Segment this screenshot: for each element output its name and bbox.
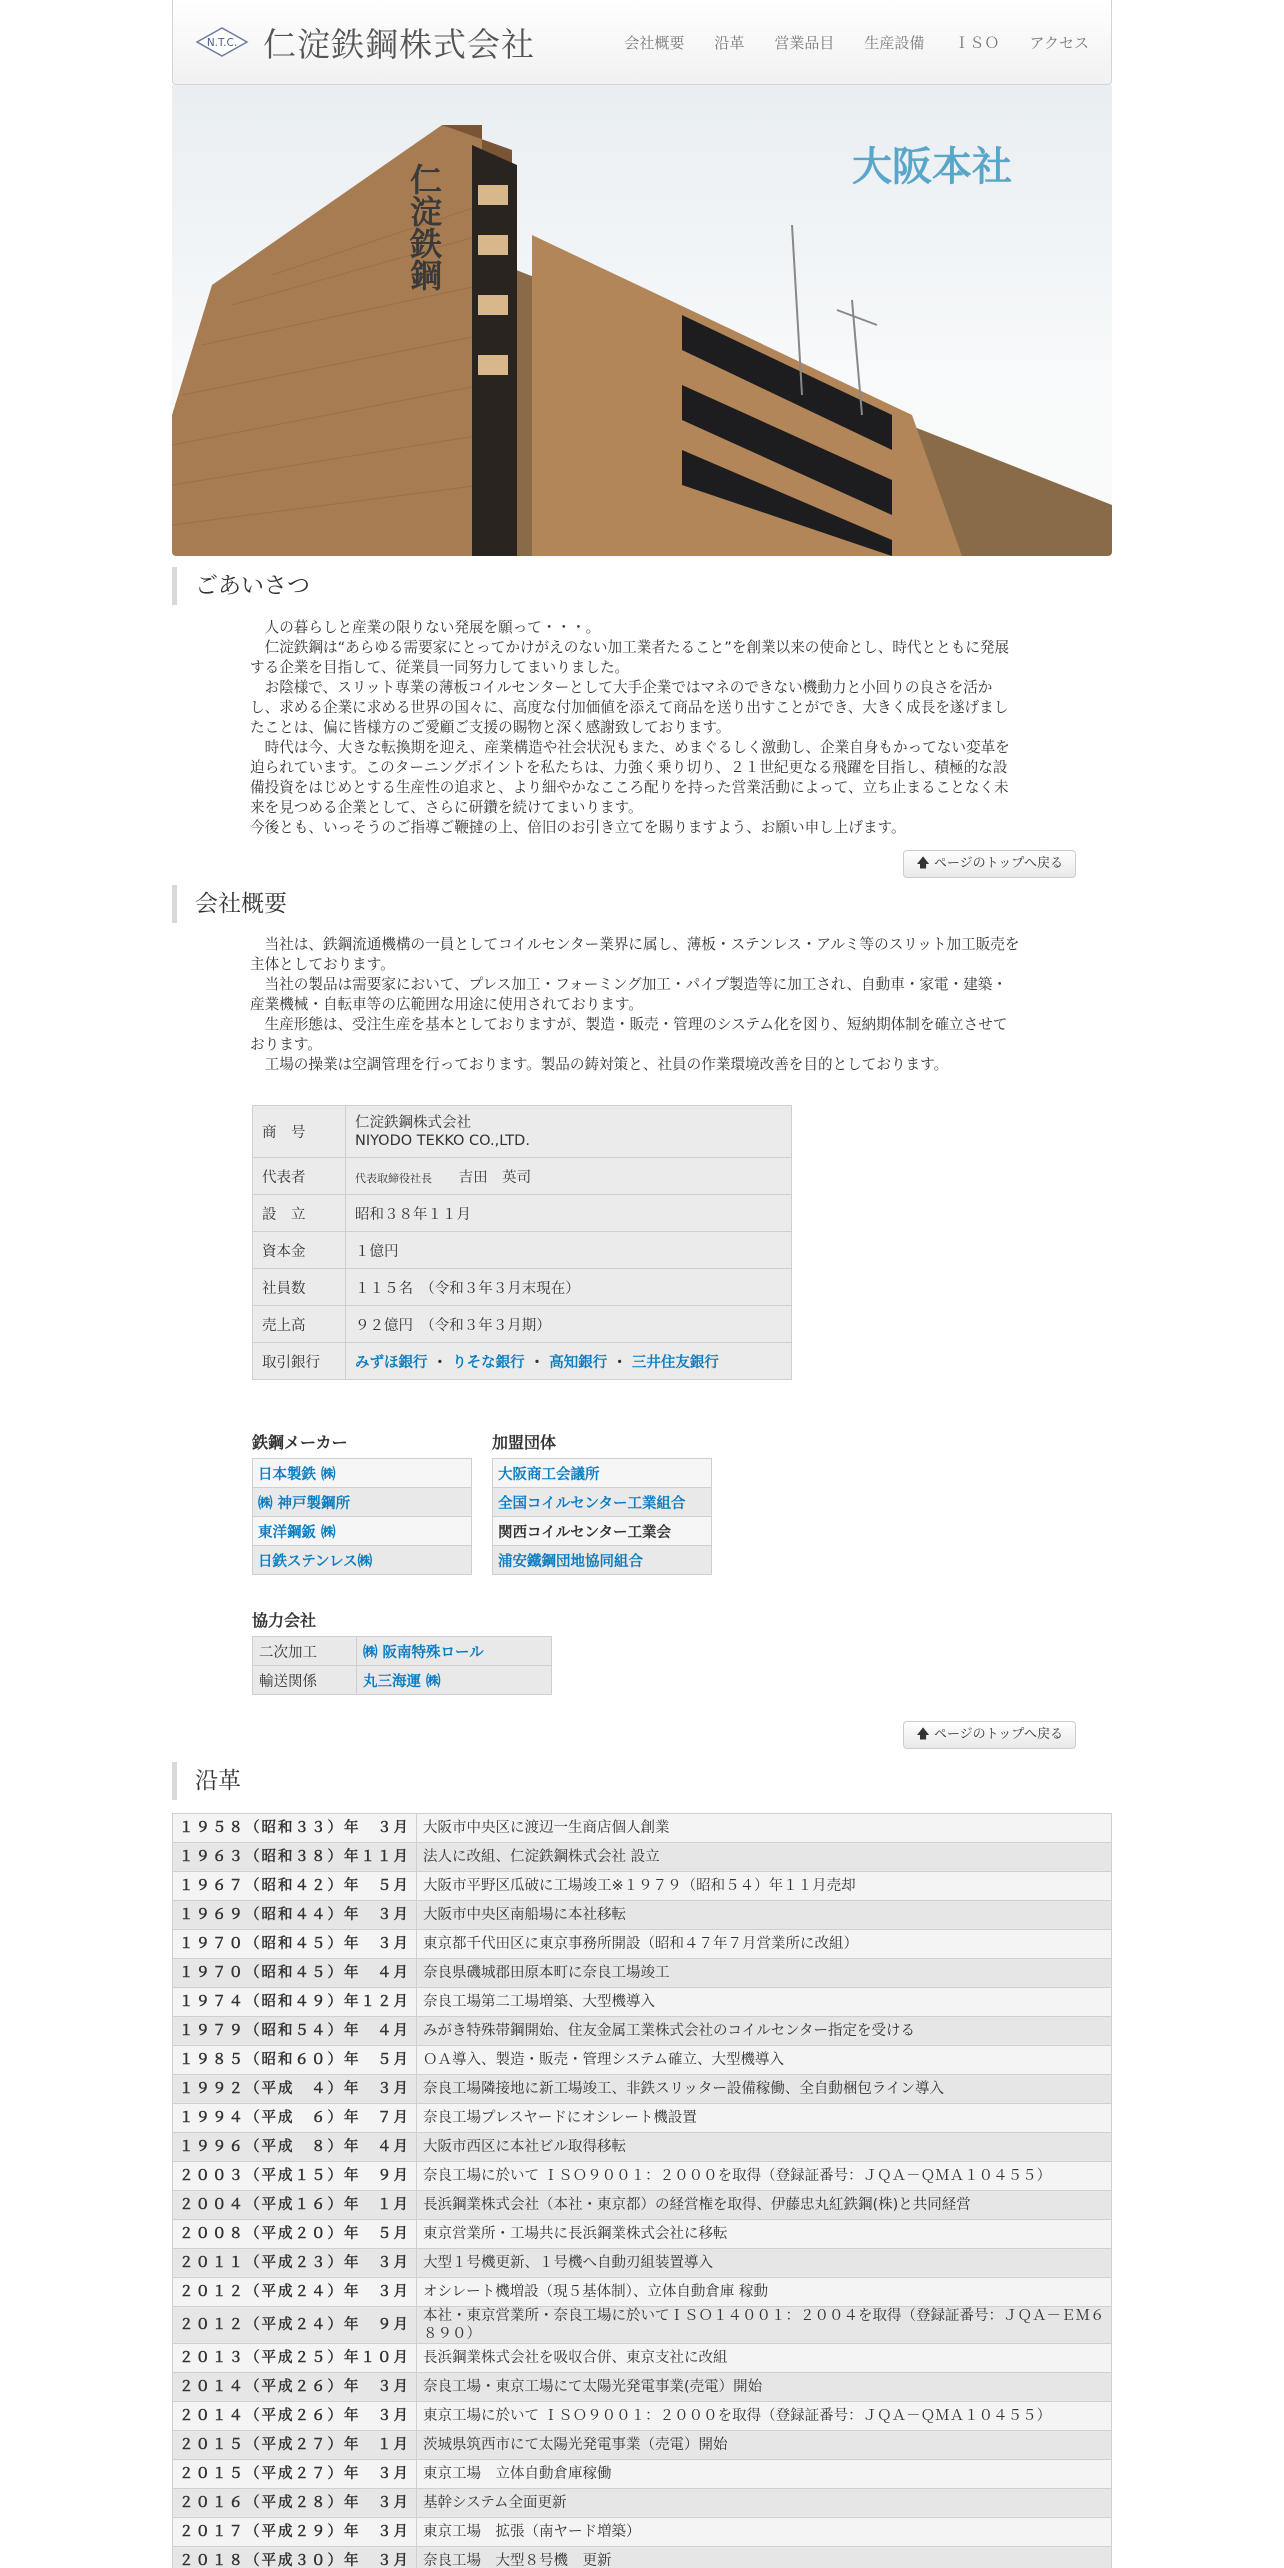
history-row (173, 2518, 1112, 2547)
nav-item-products[interactable]: 営業品目 (774, 33, 835, 52)
history-event: ＯＡ導入、製造・販売・管理システム確立、大型機導入 (417, 2046, 1112, 2075)
company-title[interactable]: 仁淀鉄鋼株式会社 (263, 24, 535, 64)
brand[interactable] (195, 19, 535, 66)
back-to-top-row (172, 850, 1112, 878)
maker-link[interactable]: 東洋鋼鈑 ㈱ (258, 1524, 336, 1541)
associations-title: 加盟団体 (492, 1433, 557, 1452)
info-row-employees (253, 1269, 792, 1306)
history-row (173, 2104, 1112, 2133)
greeting-paragraph: 人の暮らしと産業の限りない発展を願って・・・。 (250, 619, 601, 636)
maker-link[interactable]: ㈱ 神戸製鋼所 (258, 1495, 351, 1512)
nav-item-equipment[interactable]: 生産設備 (864, 33, 925, 52)
history-date: ２０１８（平成３０）年 ３月 (173, 2547, 417, 2568)
history-event: 基幹システム全面更新 (417, 2489, 1112, 2518)
info-key: 設 立 (253, 1195, 346, 1232)
nav-item-access[interactable]: アクセス (1029, 33, 1089, 52)
greeting-paragraph: 今後とも、いっそうのご指導ご鞭撻の上、倍旧のお引き立てを賜りますよう、お願い申し上げます。 (250, 819, 906, 836)
makers-list (252, 1458, 472, 1575)
info-value: １億円 (346, 1232, 792, 1269)
list-item (493, 1546, 712, 1575)
info-key: 取引銀行 (253, 1343, 346, 1380)
history-event: オシレート機増設（現５基体制）、立体自動倉庫 稼動 (417, 2278, 1112, 2307)
history-event: 東京都千代田区に東京事務所開設（昭和４７年７月営業所に改組） (417, 1930, 1112, 1959)
history-row (173, 2075, 1112, 2104)
history-date: １９８５（昭和６０）年 ５月 (173, 2046, 417, 2075)
list-item (253, 1517, 472, 1546)
list-item (493, 1459, 712, 1488)
info-value (346, 1343, 792, 1380)
history-heading: 沿革 (172, 1762, 1112, 1800)
history-date: ２０１５（平成２７）年 １月 (173, 2431, 417, 2460)
history-row (173, 1901, 1112, 1930)
info-value: 昭和３８年１１月 (346, 1195, 792, 1232)
history-row (173, 1959, 1112, 1988)
makers-block (252, 1428, 472, 1575)
history-date: ２００８（平成２０）年 ５月 (173, 2220, 417, 2249)
info-row-established (253, 1195, 792, 1232)
history-event: 大阪市平野区瓜破に工場竣工※１９７９（昭和５４）年１１月売却 (417, 1872, 1112, 1901)
history-event: 奈良工場第二工場増築、大型機導入 (417, 1988, 1112, 2017)
history-row (173, 2402, 1112, 2431)
greeting-paragraph: お陰様で、スリット専業の薄板コイルセンターとして大手企業ではマネのできない機動力と小回りの良さを活かし、求める企業に求める世界の国々に、高度な付加価値を添えて商品を送り出すことができ、大きく成長を遂げましたことは、偏に皆様方のご愛顧ご支援の賜物と深く感謝致しております。 (250, 679, 1009, 736)
info-key: 社員数 (253, 1269, 346, 1306)
hero-carousel (172, 85, 1112, 556)
history-date: １９５８（昭和３３）年 ３月 (173, 1814, 417, 1843)
history-event: 東京工場に於いて ＩＳＯ９００１：２０００を取得（登録証番号：ＪＱＡ－ＱＭＡ１０４５５） (417, 2402, 1112, 2431)
history-event: 大阪市西区に本社ビル取得移転 (417, 2133, 1112, 2162)
list-item: 関西コイルセンター工業会 (493, 1517, 712, 1546)
overview-heading: 会社概要 (172, 885, 1112, 923)
bank-link[interactable]: 高知銀行 (549, 1354, 608, 1371)
history-event: 奈良工場・東京工場にて太陽光発電事業(売電）開始 (417, 2373, 1112, 2402)
history-date: ２００３（平成１５）年 ９月 (173, 2162, 417, 2191)
greeting-section (172, 567, 1112, 878)
history-row (173, 2278, 1112, 2307)
info-value: １１５名 （令和３年３月末現在） (346, 1269, 792, 1306)
history-row (173, 2249, 1112, 2278)
history-row (173, 2133, 1112, 2162)
back-to-top-row (172, 1721, 1112, 1749)
bank-separator: ・ (529, 1354, 545, 1371)
back-to-top-label: ページのトップへ戻る (933, 856, 1063, 871)
svg-text:N.T.C.: N.T.C. (206, 37, 238, 49)
history-date: １９７０（昭和４５）年 ４月 (173, 1959, 417, 1988)
rep-title: 代表取締役社長 (355, 1171, 432, 1185)
back-to-top-button[interactable] (903, 1721, 1076, 1749)
info-row-name (253, 1106, 792, 1158)
associations-list (492, 1458, 712, 1575)
list-item (253, 1546, 472, 1575)
history-event: 奈良県磯城郡田原本町に奈良工場竣工 (417, 1959, 1112, 1988)
history-event: 本社・東京営業所・奈良工場に於いてＩＳＯ１４００１：２００４を取得（登録証番号：ＪＱＡ－ＥＭ６８９０） (417, 2307, 1112, 2344)
history-date: １９７４（昭和４９）年１２月 (173, 1988, 417, 2017)
company-name-en: NIYODO TEKKO CO.,LTD. (355, 1132, 530, 1149)
bank-link[interactable]: りそな銀行 (452, 1354, 525, 1371)
history-row (173, 2547, 1112, 2568)
back-to-top-label: ページのトップへ戻る (933, 1727, 1063, 1742)
history-date: ２０１１（平成２３）年 ３月 (173, 2249, 417, 2278)
bank-link[interactable]: 三井住友銀行 (631, 1354, 719, 1371)
nav-item-company[interactable]: 会社概要 (624, 33, 685, 52)
association-link[interactable]: 大阪商工会議所 (498, 1466, 600, 1483)
list-item (253, 1488, 472, 1517)
history-date: １９６７（昭和４２）年 ５月 (173, 1872, 417, 1901)
partners-table (252, 1636, 552, 1695)
overview-paragraph: 生産形態は、受注生産を基本としておりますが、製造・販売・管理のシステム化を図り、短納期体制を確立させております。 (250, 1016, 1008, 1053)
partner-link[interactable]: ㈱ 阪南特殊ロール (363, 1644, 484, 1661)
info-key: 代表者 (253, 1158, 346, 1195)
history-date: ２０１７（平成２９）年 ３月 (173, 2518, 417, 2547)
history-row (173, 1988, 1112, 2017)
history-date: ２０１３（平成２５）年１０月 (173, 2344, 417, 2373)
nav-item-history[interactable]: 沿革 (714, 33, 745, 52)
history-row (173, 1843, 1112, 1872)
association-link[interactable]: 浦安鐵鋼団地協同組合 (498, 1553, 643, 1570)
partner-name (357, 1666, 552, 1695)
overview-section (172, 885, 1112, 1742)
history-event: 長浜鋼業株式会社（本社・東京都）の経営権を取得、伊藤忠丸紅鉄鋼(株)と共同経営 (417, 2191, 1112, 2220)
history-event: 長浜鋼業株式会社を吸収合併、東京支社に改組 (417, 2344, 1112, 2373)
history-event: 大型１号機更新、１号機へ自動刃組装置導入 (417, 2249, 1112, 2278)
partners-title: 協力会社 (252, 1611, 317, 1630)
history-date: １９７９（昭和５４）年 ４月 (173, 2017, 417, 2046)
history-event: 奈良工場隣接地に新工場竣工、非鉄スリッター設備稼働、全自動梱包ライン導入 (417, 2075, 1112, 2104)
history-date: ２００４（平成１６）年 １月 (173, 2191, 417, 2220)
history-date: ２０１４（平成２６）年 ３月 (173, 2373, 417, 2402)
history-event: 奈良工場プレスヤードにオシレート機設置 (417, 2104, 1112, 2133)
history-date: ２０１６（平成２８）年 ３月 (173, 2489, 417, 2518)
list-item (253, 1459, 472, 1488)
history-date: １９７０（昭和４５）年 ３月 (173, 1930, 417, 1959)
info-value (346, 1106, 792, 1158)
partner-link[interactable]: 丸三海運 ㈱ (363, 1673, 441, 1690)
associations-block (492, 1428, 712, 1575)
history-row (173, 2344, 1112, 2373)
history-event: 茨城県筑西市にて太陽光発電事業（売電）開始 (417, 2431, 1112, 2460)
overview-paragraph: 当社は、鉄鋼流通機構の一員としてコイルセンター業界に属し、薄板・ステンレス・アルミ等のスリット加工販売を主体としております。 (250, 936, 1020, 973)
makers-title: 鉄鋼メーカー (252, 1433, 348, 1452)
partner-row (253, 1637, 552, 1666)
history-date: ２０１５（平成２７）年 ３月 (173, 2460, 417, 2489)
partner-type: 二次加工 (253, 1637, 357, 1666)
nav-item-iso[interactable]: ＩＳＯ (954, 33, 1000, 52)
partner-type: 輸送関係 (253, 1666, 357, 1695)
bank-separator: ・ (612, 1354, 627, 1371)
overview-text (172, 935, 1112, 1075)
overview-paragraph: 当社の製品は需要家において、プレス加工・フォーミング加工・パイプ製造等に加工され、自動車・家電・建築・産業機械・自転車等の広範囲な用途に使用されております。 (250, 976, 1007, 1013)
company-name-ja: 仁淀鉄鋼株式会社 (355, 1114, 471, 1131)
history-event: 法人に改組、仁淀鉄鋼株式会社 設立 (417, 1843, 1112, 1872)
history-event: みがき特殊帯鋼開始、住友金属工業株式会社のコイルセンター指定を受ける (417, 2017, 1112, 2046)
info-value (346, 1158, 792, 1195)
hero-caption: 大阪本社 (852, 144, 1012, 190)
main-nav (624, 32, 1089, 53)
history-row (173, 2162, 1112, 2191)
info-row-banks (253, 1343, 792, 1380)
partner-row (253, 1666, 552, 1695)
info-row-rep (253, 1158, 792, 1195)
page (172, 0, 1112, 2568)
history-row (173, 2431, 1112, 2460)
greeting-paragraph: 時代は今、大きな転換期を迎え、産業構造や社会状況もまた、めまぐるしく激動し、企業自身もかってない変革を迫られています。このターニングポイントを私たちは、力強く乗り切り、２１世紀更なる飛躍を目指し、積極的な設備投資をはじめとする生産性の追求と、より細やかなこころ配りを持った営業活動によって、立ち止まることなく未来を見つめる企業として、さらに研鑽を続けてまいります。 (250, 739, 1010, 816)
history-row (173, 1814, 1112, 1843)
partner-name (357, 1637, 552, 1666)
info-key: 売上高 (253, 1306, 346, 1343)
maker-link[interactable]: 日本製鉄 ㈱ (258, 1466, 336, 1483)
history-table (172, 1813, 1112, 2568)
history-section (172, 1762, 1112, 2568)
history-row (173, 2460, 1112, 2489)
info-row-capital (253, 1232, 792, 1269)
history-event: 東京工場 拡張（南ヤード増築） (417, 2518, 1112, 2547)
history-event: 奈良工場 大型８号機 更新 (417, 2547, 1112, 2568)
company-info-table (252, 1105, 792, 1380)
history-event: 東京営業所・工場共に長浜鋼業株式会社に移転 (417, 2220, 1112, 2249)
info-key: 商 号 (253, 1106, 346, 1158)
history-date: １９９６（平成 ８）年 ４月 (173, 2133, 417, 2162)
info-key: 資本金 (253, 1232, 346, 1269)
history-row (173, 1930, 1112, 1959)
rep-name: 吉田 英司 (458, 1169, 532, 1186)
history-row (173, 2191, 1112, 2220)
history-date: ２０１２（平成２４）年 ９月 (173, 2307, 417, 2344)
history-row (173, 2046, 1112, 2075)
history-event: 大阪市中央区に渡辺一生商店個人創業 (417, 1814, 1112, 1843)
history-row (173, 1872, 1112, 1901)
list-item (493, 1488, 712, 1517)
history-date: １９９２（平成 ４）年 ３月 (173, 2075, 417, 2104)
greeting-paragraph: 仁淀鉄鋼は“あらゆる需要家にとってかけがえのない加工業者たること”を創業以来の使命とし、時代とともに発展する企業を目指して、従業員一同努力してまいりました。 (250, 639, 1010, 676)
greeting-heading: ごあいさつ (172, 567, 1112, 605)
company-logo[interactable] (195, 26, 249, 58)
history-date: ２０１２（平成２４）年 ３月 (173, 2278, 417, 2307)
history-date: １９９４（平成 ６）年 ７月 (173, 2104, 417, 2133)
bank-separator: ・ (432, 1354, 448, 1371)
info-row-sales (253, 1306, 792, 1343)
history-date: １９６３（昭和３８）年１１月 (173, 1843, 417, 1872)
info-value: ９２億円 （令和３年３月期） (346, 1306, 792, 1343)
bank-link[interactable]: みずほ銀行 (355, 1354, 428, 1371)
partners-block (252, 1606, 552, 1695)
maker-link[interactable]: 日鉄ステンレス㈱ (258, 1553, 373, 1570)
arrow-up-icon: 🡅 (916, 856, 930, 871)
greeting-text (172, 618, 1112, 838)
history-row (173, 2017, 1112, 2046)
history-date: １９６９（昭和４４）年 ３月 (173, 1901, 417, 1930)
back-to-top-button[interactable] (903, 850, 1076, 878)
history-event: 東京工場 立体自動倉庫稼働 (417, 2460, 1112, 2489)
history-row (173, 2373, 1112, 2402)
history-row (173, 2220, 1112, 2249)
top-navbar (172, 0, 1112, 85)
history-event: 大阪市中央区南船場に本社移転 (417, 1901, 1112, 1930)
arrow-up-icon: 🡅 (916, 1727, 930, 1742)
overview-paragraph: 工場の操業は空調管理を行っております。製品の鋳対策と、社員の作業環境改善を目的としております。 (250, 1056, 949, 1073)
history-row (173, 2307, 1112, 2344)
history-row (173, 2489, 1112, 2518)
history-date: ２０１４（平成２６）年 ３月 (173, 2402, 417, 2431)
history-event: 奈良工場に於いて ＩＳＯ９００１：２０００を取得（登録証番号：ＪＱＡ－ＱＭＡ１０４５５） (417, 2162, 1112, 2191)
building-sign: 仁淀鉄鋼 (405, 163, 443, 291)
association-link[interactable]: 全国コイルセンター工業組合 (498, 1495, 686, 1512)
